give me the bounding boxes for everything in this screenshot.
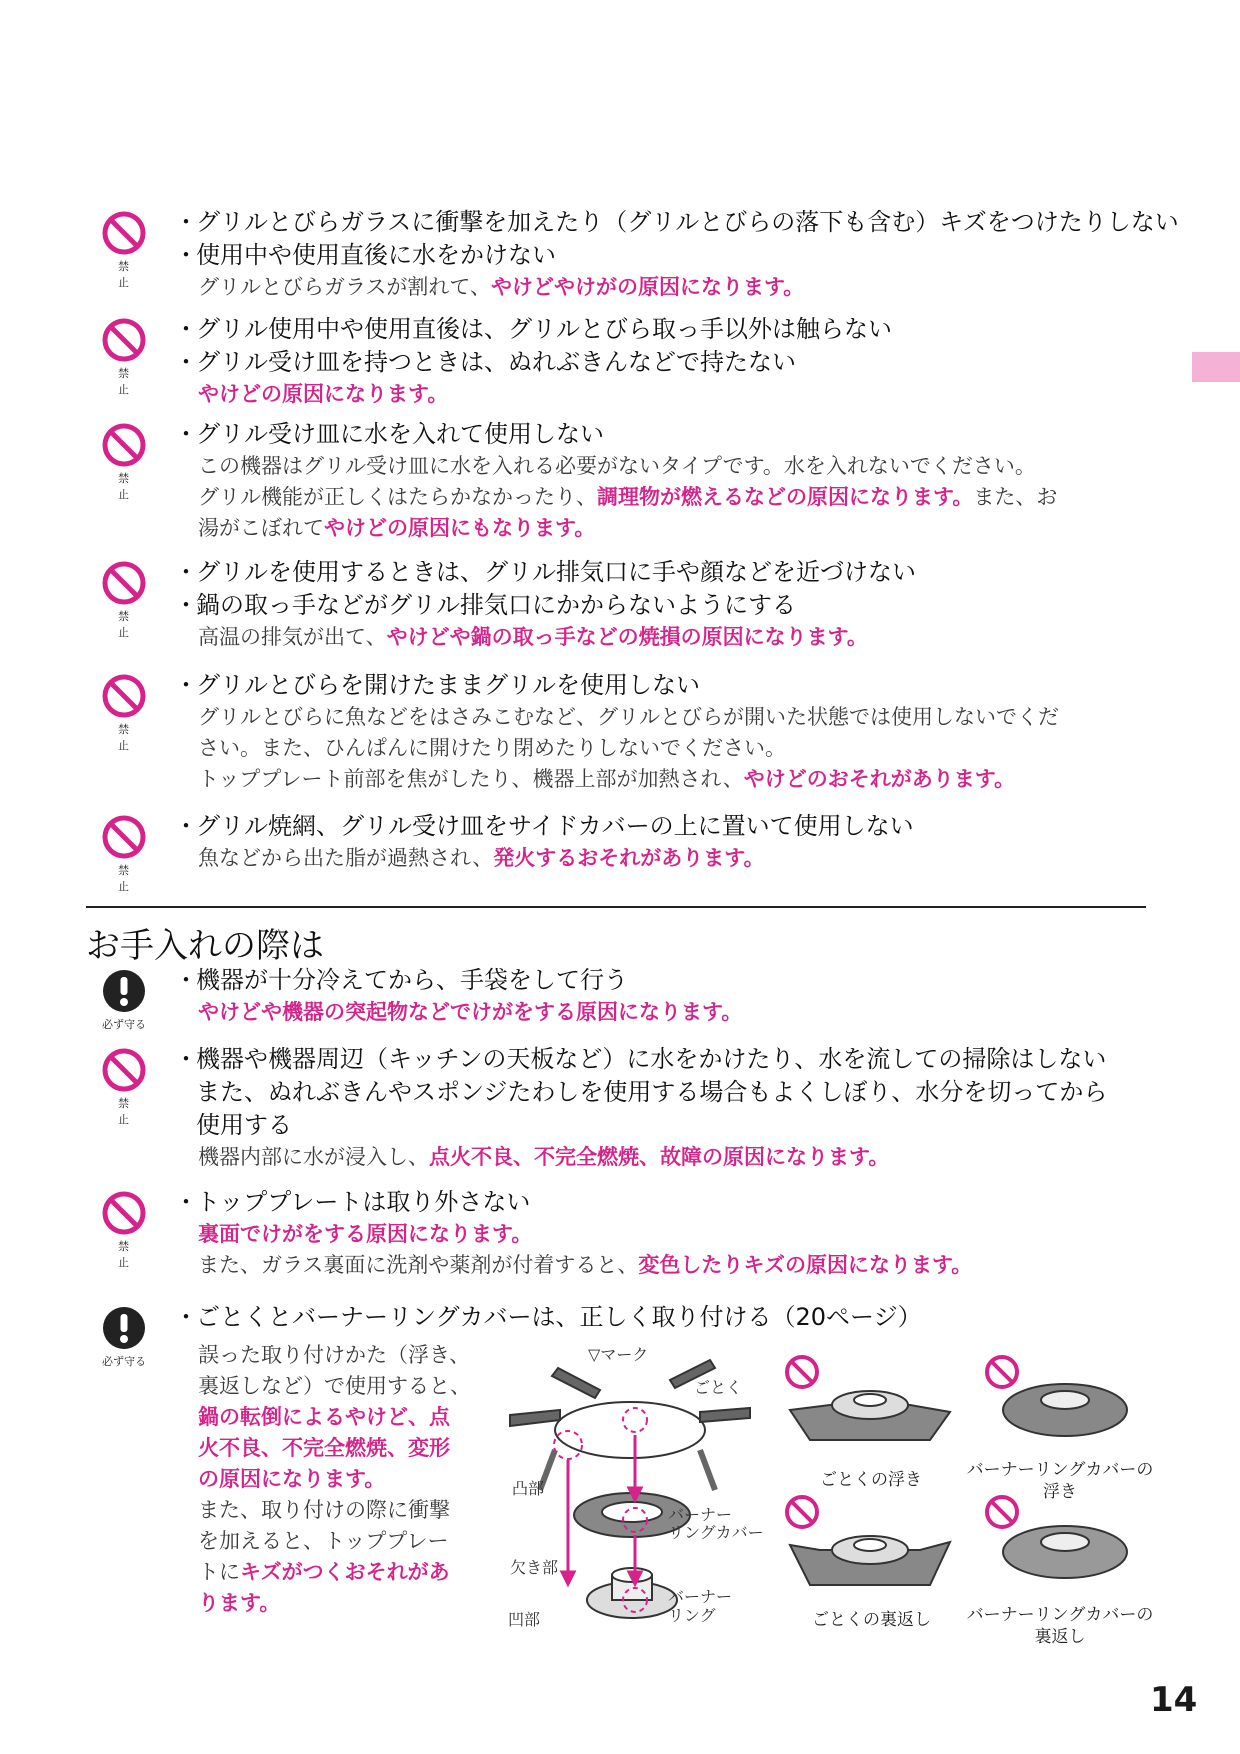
body-text: この機器はグリル受け皿に水を入れる必要がないタイプです。水を入れないでください。 bbox=[198, 454, 1036, 478]
body-text: トに bbox=[198, 1560, 240, 1584]
bullet: ・ bbox=[174, 812, 198, 840]
mandatory-symbol bbox=[98, 968, 150, 1032]
body-text: グリル機能が正しくはたらかなかったり、 bbox=[198, 485, 597, 509]
warning-text bbox=[174, 206, 1179, 303]
body-text: 機器内部に水が浸入し、 bbox=[198, 1145, 429, 1169]
heading-text: グリル受け皿を持つときは、ぬれぶきんなどで持たない bbox=[196, 348, 796, 376]
emphasis-text: キズがつくおそれがあ bbox=[240, 1560, 450, 1584]
warning-text bbox=[174, 313, 1174, 410]
prohibited-icon bbox=[101, 210, 147, 256]
warning-text bbox=[174, 810, 1174, 874]
fig-text-line bbox=[198, 1464, 498, 1495]
fig-text-line bbox=[198, 1340, 498, 1371]
heading-text: 機器が十分冷えてから、手袋をして行う bbox=[196, 966, 628, 994]
warning-body bbox=[174, 1142, 1174, 1173]
heading-text: ごとくとバーナーリングカバーは、正しく取り付ける（20ページ） bbox=[196, 1303, 922, 1331]
emphasis-text: 裏面でけがをする原因になります。 bbox=[198, 1222, 533, 1246]
warning-heading bbox=[174, 346, 1174, 379]
warning-body bbox=[174, 272, 1174, 303]
mandatory-icon bbox=[101, 1305, 147, 1351]
prohibited-symbol bbox=[98, 210, 150, 290]
emphasis-text: の原因になります。 bbox=[198, 1467, 386, 1491]
bullet: ・ bbox=[174, 558, 198, 586]
body-text: 裏返しなど）で使用すると、 bbox=[198, 1374, 471, 1398]
heading-text: 使用中や使用直後に水をかけない bbox=[196, 241, 556, 269]
prohibited-symbol bbox=[98, 673, 150, 753]
prohibited-icon bbox=[101, 422, 147, 468]
heading-text: グリルとびらガラスに衝撃を加えたり（グリルとびらの落下も含む）キズをつけたりしない bbox=[196, 208, 1179, 236]
label-gotoku: ごとく bbox=[694, 1378, 743, 1397]
warning-heading bbox=[174, 239, 1174, 272]
symbol-label: 必ず守る bbox=[102, 1355, 146, 1368]
warning-body bbox=[174, 702, 1174, 733]
fig-text-line bbox=[198, 1557, 498, 1588]
bullet: ・ bbox=[174, 1303, 198, 1331]
warning-text bbox=[174, 556, 1174, 653]
heading-text: トッププレートは取り外さない bbox=[196, 1188, 531, 1216]
warning-heading bbox=[174, 1186, 1174, 1219]
section-divider bbox=[86, 906, 1146, 908]
label-ring-2: リング bbox=[668, 1606, 716, 1625]
bullet: ・ bbox=[174, 348, 198, 376]
warning-body bbox=[174, 622, 1174, 653]
bullet: ・ bbox=[174, 420, 198, 448]
prohibited-symbol bbox=[98, 814, 150, 894]
bullet: ・ bbox=[174, 966, 198, 994]
heading-text: グリルとびらを開けたままグリルを使用しない bbox=[196, 671, 700, 699]
warning-body bbox=[174, 379, 1174, 410]
emphasis-text: 鍋の転倒によるやけど、点 bbox=[198, 1405, 450, 1429]
prohibited-icon bbox=[101, 1190, 147, 1236]
body-text: 高温の排気が出て、 bbox=[198, 625, 387, 649]
cover-flip-illustration bbox=[980, 1490, 1130, 1590]
emphasis-text: 点火不良、不完全燃焼、故障の原因になります。 bbox=[429, 1145, 890, 1169]
heading-text: 機器や機器周辺（キッチンの天板など）に水をかけたり、水を流しての掃除はしない bbox=[196, 1045, 1107, 1073]
symbol-label: 禁 止 bbox=[118, 864, 136, 893]
symbol-label: 禁 止 bbox=[118, 472, 136, 501]
label-concave: 凹部 bbox=[508, 1610, 541, 1629]
fig-text-line bbox=[198, 1588, 498, 1619]
warning-heading bbox=[174, 206, 1179, 239]
body-text: また、お bbox=[973, 485, 1058, 509]
warning-text bbox=[174, 1301, 1174, 1334]
section-title: お手入れの際は bbox=[86, 926, 324, 966]
heading-text: グリル焼網、グリル受け皿をサイドカバーの上に置いて使用しない bbox=[196, 812, 914, 840]
symbol-label: 禁 止 bbox=[118, 1240, 136, 1269]
prohibited-symbol bbox=[98, 1047, 150, 1127]
warning-text bbox=[174, 418, 1174, 544]
prohibited-icon bbox=[101, 560, 147, 606]
heading-text: グリル受け皿に水を入れて使用しない bbox=[196, 420, 604, 448]
emphasis-text: 火不良、不完全燃焼、変形 bbox=[198, 1436, 450, 1460]
warning-body bbox=[174, 451, 1174, 482]
bullet: ・ bbox=[174, 208, 198, 236]
body-text: さい。また、ひんぱんに開けたり閉めたりしないでください。 bbox=[198, 736, 786, 760]
caption-cover-flip-2: 裏返し bbox=[1034, 1627, 1086, 1647]
bullet: ・ bbox=[174, 1045, 198, 1073]
prohibited-icon bbox=[101, 814, 147, 860]
body-text: また、ガラス裏面に洗剤や薬剤が付着すると、 bbox=[198, 1253, 639, 1277]
gotoku-float-illustration bbox=[780, 1350, 960, 1460]
caption-gotoku-flip: ごとくの裏返し bbox=[812, 1610, 931, 1630]
caption-cover-float-2: 浮き bbox=[1043, 1482, 1077, 1502]
warning-text bbox=[174, 669, 1174, 795]
cover-float-illustration bbox=[980, 1350, 1130, 1450]
label-mark: ▽マーク bbox=[588, 1345, 649, 1364]
heading-text: また、ぬれぶきんやスポンジたわしを使用する場合もよくしぼり、水分を切ってから bbox=[196, 1078, 1108, 1106]
body-text: 湯がこぼれて bbox=[198, 516, 324, 540]
gotoku-flip-illustration bbox=[780, 1490, 960, 1600]
warning-body bbox=[174, 733, 1174, 764]
label-cover-1: バーナー bbox=[668, 1505, 733, 1524]
body-text: トッププレート前部を焦がしたり、機器上部が加熱され、 bbox=[198, 767, 744, 791]
symbol-label: 禁 止 bbox=[118, 1097, 136, 1126]
warning-text bbox=[174, 964, 1174, 1028]
heading-text: 鍋の取っ手などがグリル排気口にかからないようにする bbox=[196, 591, 796, 619]
symbol-label: 禁 止 bbox=[118, 723, 136, 752]
emphasis-text: やけどや鍋の取っ手などの焼損の原因になります。 bbox=[386, 625, 868, 649]
warning-heading bbox=[174, 1076, 1174, 1109]
warning-text bbox=[174, 1043, 1174, 1173]
emphasis-text: 変色したりキズの原因になります。 bbox=[638, 1253, 973, 1277]
warning-text bbox=[174, 1186, 1174, 1281]
fig-text-line bbox=[198, 1371, 498, 1402]
warning-heading bbox=[174, 589, 1174, 622]
fig-text-line bbox=[198, 1402, 498, 1433]
warning-heading bbox=[174, 556, 1174, 589]
emphasis-text: ります。 bbox=[198, 1591, 281, 1615]
warning-body bbox=[174, 997, 1174, 1028]
warning-heading bbox=[174, 810, 1174, 843]
caption-cover-flip-1: バーナーリングカバーの bbox=[966, 1605, 1154, 1625]
warning-heading bbox=[174, 1109, 1174, 1142]
emphasis-text: 発火するおそれがあります。 bbox=[493, 846, 765, 870]
heading-text: 使用する bbox=[196, 1111, 292, 1139]
installation-warning-text bbox=[198, 1340, 498, 1619]
heading-text: グリルを使用するときは、グリル排気口に手や顔などを近づけない bbox=[196, 558, 916, 586]
mandatory-icon bbox=[101, 968, 147, 1014]
body-text: 誤った取り付けかた（浮き、 bbox=[198, 1343, 471, 1367]
bullet: ・ bbox=[174, 315, 198, 343]
warning-heading bbox=[174, 1301, 1174, 1334]
symbol-label: 禁 止 bbox=[118, 610, 136, 639]
warning-body bbox=[174, 513, 1174, 544]
warning-heading bbox=[174, 669, 1174, 702]
bullet: ・ bbox=[174, 1188, 198, 1216]
warning-heading bbox=[174, 1043, 1174, 1076]
symbol-label: 必ず守る bbox=[102, 1018, 146, 1031]
prohibited-icon bbox=[101, 1047, 147, 1093]
bullet: ・ bbox=[174, 241, 198, 269]
warning-body bbox=[174, 764, 1174, 795]
symbol-label: 禁 止 bbox=[118, 367, 136, 396]
caption-gotoku-float: ごとくの浮き bbox=[820, 1470, 922, 1490]
warning-heading bbox=[174, 313, 1174, 346]
body-text: 魚などから出た脂が過熱され、 bbox=[198, 846, 494, 870]
emphasis-text: やけどの原因にもなります。 bbox=[324, 516, 596, 540]
prohibited-symbol bbox=[98, 317, 150, 397]
body-text: また、取り付けの際に衝撃 bbox=[198, 1498, 450, 1522]
label-ring-1: バーナー bbox=[668, 1587, 733, 1606]
bullet: ・ bbox=[174, 591, 198, 619]
emphasis-text: やけどや機器の突起物などでけがをする原因になります。 bbox=[198, 1000, 743, 1024]
body-text: グリルとびらガラスが割れて、 bbox=[198, 275, 491, 299]
prohibited-symbol bbox=[98, 560, 150, 640]
heading-text: グリル使用中や使用直後は、グリルとびら取っ手以外は触らない bbox=[196, 315, 892, 343]
fig-text-line bbox=[198, 1495, 498, 1526]
mandatory-symbol bbox=[98, 1305, 150, 1369]
warning-body bbox=[174, 1250, 1174, 1281]
warning-body bbox=[174, 843, 1174, 874]
symbol-label: 禁 止 bbox=[118, 260, 136, 289]
bullet: ・ bbox=[174, 671, 198, 699]
warning-body bbox=[174, 482, 1174, 513]
emphasis-text: やけどの原因になります。 bbox=[198, 382, 449, 406]
prohibited-icon bbox=[101, 317, 147, 363]
body-text: を加えると、トッププレー bbox=[198, 1529, 449, 1553]
prohibited-icon bbox=[101, 673, 147, 719]
caption-cover-float-1: バーナーリングカバーの bbox=[966, 1460, 1154, 1480]
emphasis-text: やけどのおそれがあります。 bbox=[743, 767, 1016, 791]
emphasis-text: やけどやけがの原因になります。 bbox=[490, 275, 805, 299]
warning-heading bbox=[174, 418, 1174, 451]
warning-body bbox=[174, 1219, 1174, 1250]
label-notch: 欠き部 bbox=[510, 1558, 559, 1577]
fig-text-line bbox=[198, 1526, 498, 1557]
prohibited-symbol bbox=[98, 1190, 150, 1270]
chapter-tab bbox=[1192, 352, 1240, 382]
emphasis-text: 調理物が燃えるなどの原因になります。 bbox=[597, 485, 974, 509]
prohibited-symbol bbox=[98, 422, 150, 502]
fig-text-line bbox=[198, 1433, 498, 1464]
body-text: グリルとびらに魚などをはさみこむなど、グリルとびらが開いた状態では使用しないでくだ bbox=[198, 705, 1059, 729]
label-convex: 凸部 bbox=[512, 1479, 545, 1498]
page-number: 14 bbox=[1150, 1680, 1198, 1720]
warning-heading bbox=[174, 964, 1174, 997]
label-cover-2: リングカバー bbox=[668, 1523, 764, 1542]
